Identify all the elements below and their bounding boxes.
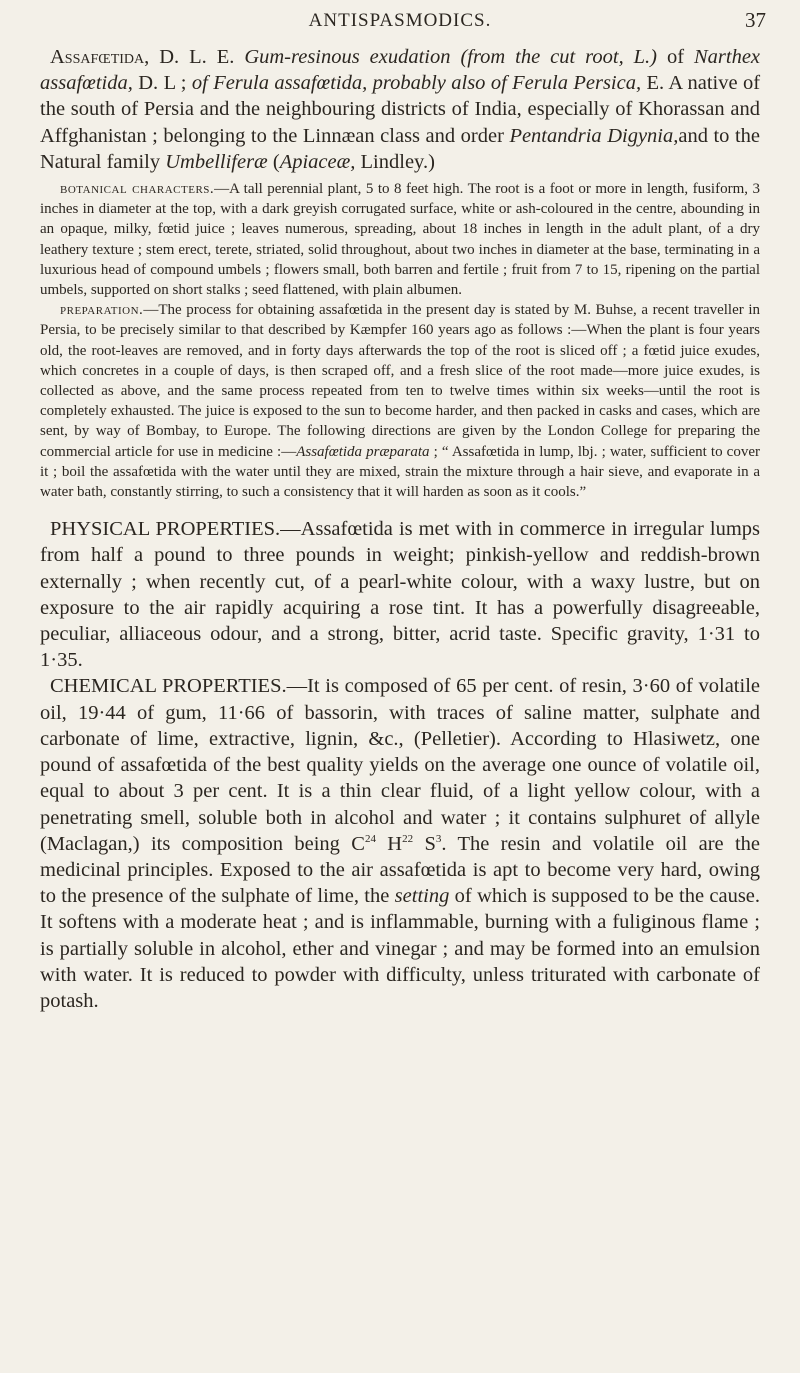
formula-sulphur-count: 3 — [435, 832, 442, 845]
plant-source-1: D. L ; — [138, 72, 187, 95]
pharmacopoeia-refs: D. L. E. — [159, 46, 235, 68]
body-text — [40, 44, 760, 1014]
running-title: ANTISPASMODICS. — [308, 10, 492, 31]
botanical-text: —A tall perennial plant, 5 to 8 feet high. The root is a foot or more in length, fusiform, 3 inches in diameter at the top, with a dark greyish corrugated surface, white or ash-coloured in the centre, abounding in an opaque, milky, fœtid juice ; leaves numerous, spreading, about 18 inches in length in the adult plant, of a dry leathery texture ; stem erect, terete, striated, solid throughout, about two inches in diameter at the base, terminating in a luxurious head of compound umbels ; flowers small, both barren and fertile ; fruit from 7 to 15, ripening on the partial umbels, supported on short stalks ; seed flattened, with plain albumen. — [40, 181, 760, 299]
connector-text: of — [191, 72, 208, 95]
preparation-text-1: —The process for obtaining assafœtida in the present day is stated by M. Buhse, a recent traveller in Persia, to be precisely similar to that described by Kæmpfer 160 years ago as follows :—When the plant is four years old, the root-leaves are removed, and in forty days afterwards the top of the root is sliced off ; a fœtid juice exudes, which concretes in a couple of days, is then scraped off, and a fresh slice of the root made—more juice exudes, is collected as above, and the same process repeated from ten to twelve times within six weeks—until the root is completely exhausted. The juice is exposed to the sun to become harder, and then packed in casks and cases, which are sent, by way of Bombay, to Europe. The following directions are given by the London College for preparing the commercial article for use in medicine :— — [40, 302, 760, 460]
preparation-paragraph — [40, 300, 760, 502]
running-head — [0, 8, 800, 36]
exudation-description: Gum-resinous exudation (from the cut root, L.) — [244, 46, 657, 68]
chemical-text-2: . The resin and volatile oil are the medicinal principles. Exposed to the air assafœtida is apt to become very hard, owing to the presence of the sulphate of lime, the — [40, 832, 761, 908]
botanical-paragraph — [40, 179, 760, 300]
setting-word: setting — [394, 885, 450, 908]
family-alt: Apiaceæ, — [279, 150, 356, 173]
botanical-heading: botanical characters. — [60, 181, 215, 198]
chemical-text-1: —It is composed of 65 per cent. of resin, 3·60 of volatile oil, 19·44 of gum, 11·66 of bassorin, with traces of saline matter, sulphate and carbonate of lime, extractive, lignin, &c., (Pelletier). According to Hlasiwetz, one pound of assafœtida of the best quality yields on the average one ounce of volatile oil, equal to about 3 per cent. It is a thin clear fluid, of a light yellow colour, with a penetrating smell, soluble both in alcohol and water ; it contains sulphuret of allyle (Maclagan,) its composition being — [40, 675, 760, 855]
chemical-paragraph — [40, 673, 760, 1014]
preparation-heading: preparation. — [60, 302, 144, 319]
formula — [351, 833, 441, 855]
formula-sulphur: S — [424, 832, 436, 855]
formula-hydrogen-count: 22 — [402, 832, 414, 845]
authority: Lindley.) — [360, 150, 435, 173]
paren-open: ( — [272, 150, 280, 173]
chemical-text-3: of which is supposed to be the cause. It softens with a moderate heat ; and is inflammable, burning with a fuliginous flame ; is partially soluble in alcohol, ether and vinegar ; and may be formed into an emulsion with water. It is reduced to powder with difficulty, unless triturated with carbonate of potash. — [40, 885, 761, 1012]
linnaean-class: Pentandria Digynia, — [509, 124, 679, 147]
plant-name-ferula: Ferula assafœtida, probably also of Ferula Persica, — [213, 72, 642, 95]
natural-family: Umbelliferæ — [165, 150, 268, 173]
page-number: 37 — [745, 8, 766, 32]
preparation-text-2: ; “ Assafœtida in lump, lbj. ; water, sufficient to cover it ; boil the assafœtida with the water until they are mixed, strain the mixture through a hair sieve, and evaporate in a water bath, constantly stirring, to such a consistency that it will harden as soon as it cools.” — [40, 443, 760, 501]
physical-text: —Assafœtida is met with in commerce in irregular lumps from half a pound to three pounds in weight; pinkish-yellow and reddish-brown externally ; when recently cut, of a pearl-white colour, with a waxy lustre, but on exposure to the air rapidly acquiring a rose tint. It has a powerfully disagreeable, peculiar, alliaceous odour, and a strong, bitter, acrid taste. Specific gravity, 1·31 to 1·35. — [40, 518, 761, 672]
connector-text: of — [666, 46, 685, 68]
formula-carbon-count: 24 — [364, 832, 376, 845]
native-text: A native of the south of Persia and the neighbouring districts of India, especially of Khorassan and Affghanistan ; belonging to the Linnæan class and order — [40, 72, 761, 147]
physical-paragraph — [40, 516, 760, 673]
family-text: and to the Natural family — [40, 124, 760, 173]
intro-paragraph — [40, 44, 760, 175]
plant-name-narthex: Narthex assafœtida, — [40, 46, 761, 95]
drug-name: Assafœtida, — [50, 46, 150, 68]
preparation-name: Assafœtida præparata — [296, 443, 430, 460]
chemical-heading: CHEMICAL PROPERTIES. — [50, 675, 287, 698]
physical-heading: PHYSICAL PROPERTIES. — [50, 518, 281, 541]
formula-carbon: C — [351, 832, 365, 855]
formula-hydrogen: H — [387, 832, 403, 855]
plant-source-2: E. — [646, 72, 665, 95]
